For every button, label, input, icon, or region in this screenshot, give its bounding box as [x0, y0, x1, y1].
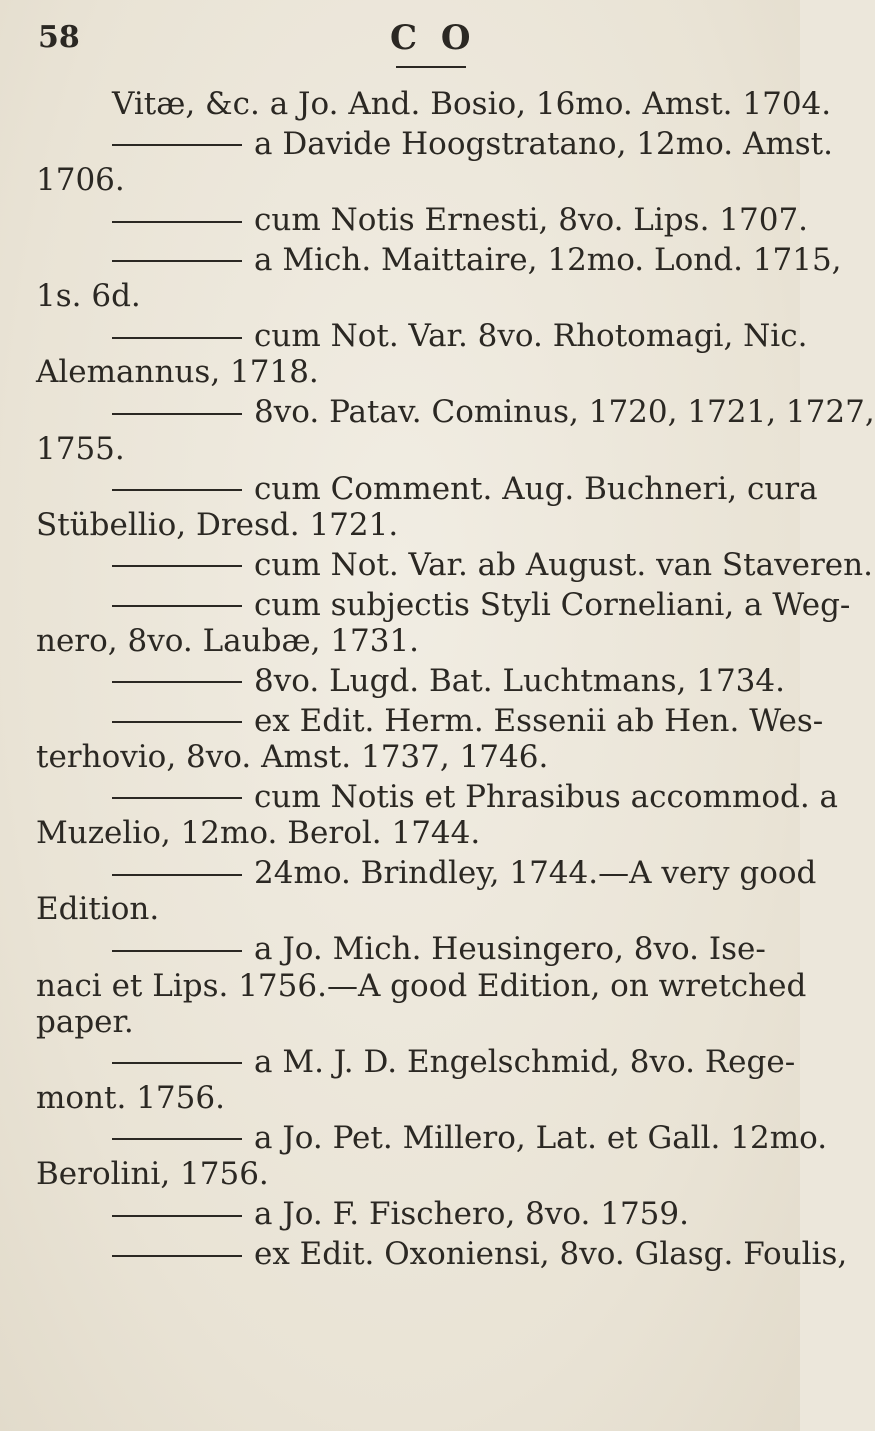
entry-line	[0, 470, 818, 507]
entry-line	[0, 855, 817, 892]
catalogue-entry	[0, 470, 818, 544]
ditto-rule	[112, 1255, 242, 1257]
entry-text: 8vo. Lugd. Bat. Luchtmans, 1734.	[254, 662, 785, 699]
catalogue-entry	[0, 1236, 848, 1272]
ditto-rule	[112, 260, 242, 262]
entry-line	[0, 778, 839, 815]
catalogue-entry	[0, 546, 873, 583]
catalogue-entry	[0, 241, 842, 315]
page-number: 58	[38, 20, 80, 55]
entry-text: cum Notis Ernesti, 8vo. Lips. 1707.	[254, 202, 809, 239]
ditto-rule	[112, 681, 242, 683]
catalogue-entry	[0, 1119, 828, 1193]
catalogue-entry	[0, 394, 875, 467]
ditto-rule	[112, 605, 242, 607]
entry-line: paper.	[36, 1003, 134, 1040]
catalogue-entry	[0, 931, 807, 1040]
entry-line	[0, 318, 808, 355]
entry-line: naci et Lips. 1756.—A good Edition, on wretched	[36, 967, 807, 1004]
ditto-rule	[112, 413, 242, 415]
catalogue-entry	[0, 855, 817, 928]
entry-text: cum Not. Var. 8vo. Rhotomagi, Nic.	[254, 318, 808, 355]
entry-text: a Jo. Pet. Millero, Lat. et Gall. 12mo.	[254, 1119, 828, 1156]
entry-text: a M. J. D. Engelschmid, 8vo. Rege-	[254, 1043, 796, 1080]
catalogue-entry	[0, 318, 808, 391]
signature-mark: C O	[390, 18, 477, 58]
catalogue-entry	[0, 202, 809, 239]
ditto-rule	[112, 144, 242, 146]
catalogue-entry	[0, 86, 832, 122]
ditto-rule	[112, 1062, 242, 1064]
entry-line	[0, 586, 851, 623]
entry-line: mont. 1756.	[36, 1080, 225, 1117]
catalogue-entry	[0, 702, 824, 776]
entry-text: cum subjectis Styli Corneliani, a Weg-	[254, 586, 851, 623]
entry-line	[0, 1196, 800, 1232]
ditto-rule	[112, 1138, 242, 1140]
entry-line: 1755.	[36, 430, 125, 467]
ditto-rule	[112, 874, 242, 876]
ditto-rule	[112, 797, 242, 799]
entry-line	[0, 1044, 800, 1080]
entry-line: 1s. 6d.	[36, 278, 141, 315]
catalogue-entry	[0, 586, 851, 660]
entry-line: Alemannus, 1718.	[36, 354, 319, 391]
entry-line	[0, 125, 833, 162]
entry-line: Berolini, 1756.	[36, 1156, 269, 1193]
entry-text: a Davide Hoogstratano, 12mo. Amst.	[254, 125, 833, 162]
entry-line: nero, 8vo. Laubæ, 1731.	[36, 622, 420, 659]
catalogue-entry	[0, 1196, 800, 1232]
entry-line	[0, 241, 842, 278]
ditto-rule	[112, 1215, 242, 1217]
entry-text: ex Edit. Oxoniensi, 8vo. Glasg. Foulis,	[254, 1236, 848, 1272]
catalogue-entry	[0, 1044, 800, 1117]
page-header	[0, 14, 800, 84]
entry-text: cum Notis et Phrasibus accommod. a	[254, 778, 839, 815]
entry-line	[0, 1119, 828, 1156]
ditto-rule	[112, 565, 242, 567]
entry-line	[0, 202, 809, 239]
entry-line	[0, 663, 800, 699]
entry-line: terhovio, 8vo. Amst. 1737, 1746.	[36, 738, 549, 775]
ditto-rule	[112, 950, 242, 952]
entry-line	[0, 702, 824, 739]
entry-line	[0, 546, 873, 583]
entry-text: a Jo. Mich. Heusingero, 8vo. Ise-	[254, 931, 766, 968]
entry-line: 1706.	[36, 162, 125, 199]
entry-text: cum Not. Var. ab August. van Staveren.	[254, 546, 873, 583]
ditto-rule	[112, 489, 242, 491]
entry-line: Edition.	[36, 891, 160, 928]
signature-rule	[396, 66, 466, 68]
entry-line	[0, 1236, 848, 1272]
ditto-rule	[112, 221, 242, 223]
entry-text: ex Edit. Herm. Essenii ab Hen. Wes-	[254, 702, 824, 739]
entry-text: 24mo. Brindley, 1744.—A very good	[254, 855, 817, 892]
entry-text: cum Comment. Aug. Buchneri, cura	[254, 470, 818, 507]
entry-text: a Mich. Maittaire, 12mo. Lond. 1715,	[254, 241, 842, 278]
entry-line: Vitæ, &c. a Jo. And. Bosio, 16mo. Amst. 1704.	[112, 86, 832, 122]
catalogue-entry	[0, 778, 839, 852]
catalogue-text	[0, 86, 875, 1276]
catalogue-entry	[0, 125, 833, 199]
entry-line	[0, 931, 800, 967]
entry-text: a Jo. F. Fischero, 8vo. 1759.	[254, 1196, 689, 1233]
entry-line: Stübellio, Dresd. 1721.	[36, 506, 399, 543]
entry-line	[0, 394, 875, 431]
entry-text: 8vo. Patav. Cominus, 1720, 1721, 1727,	[254, 394, 875, 431]
entry-line: Muzelio, 12mo. Berol. 1744.	[36, 815, 481, 852]
ditto-rule	[112, 721, 242, 723]
ditto-rule	[112, 337, 242, 339]
catalogue-entry	[0, 663, 800, 699]
